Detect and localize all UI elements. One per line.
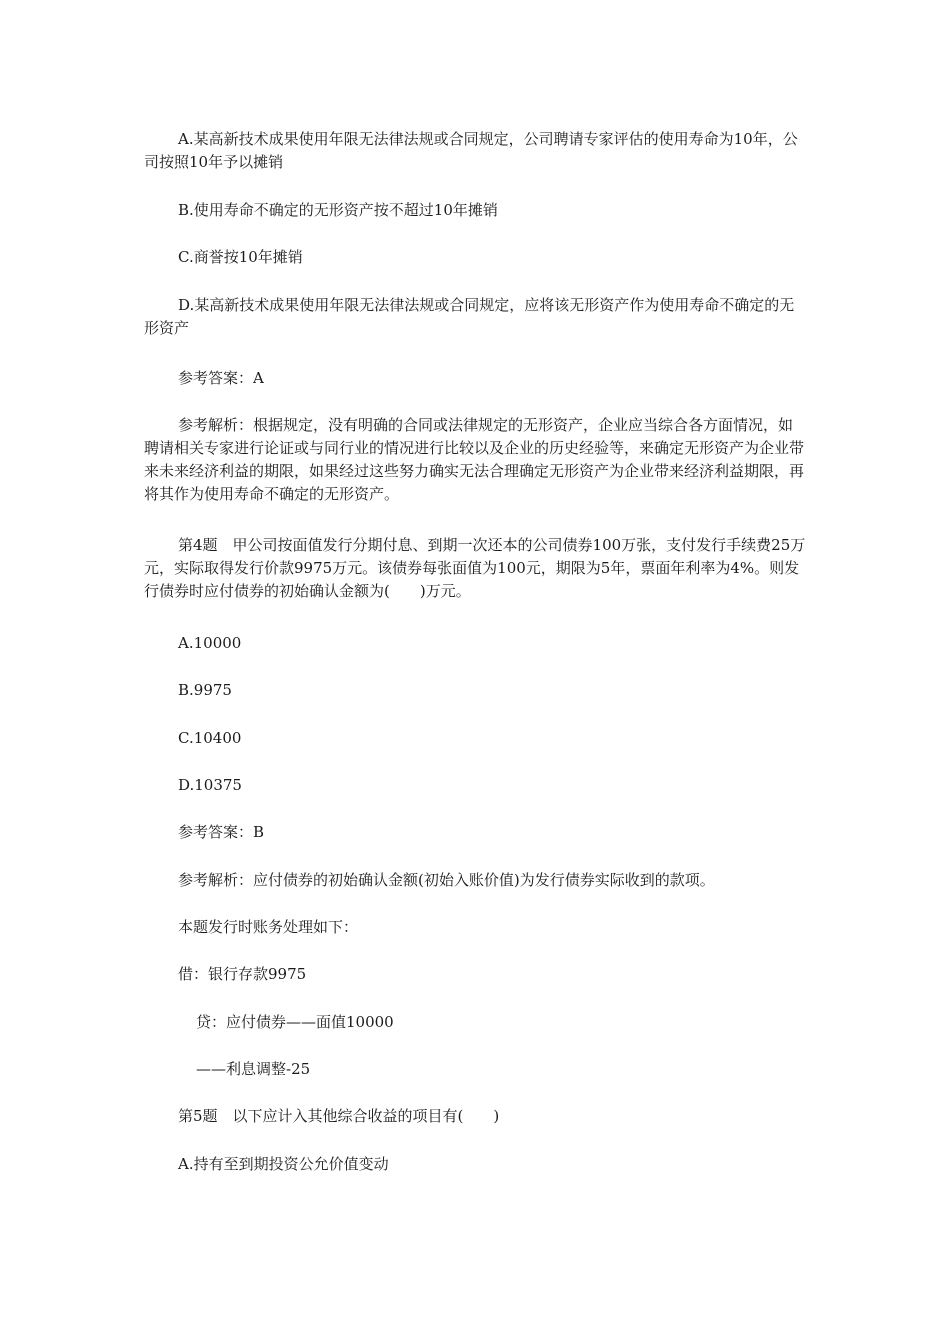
q4-question: 第4题 甲公司按面值发行分期付息、到期一次还本的公司债券100万张，支付发行手续费25万元，实际取得发行价款9975万元。该债券每张面值为100元，期限为5年，票面年利率为4%。则发行债券时应付债券的初始确认金额为( )万元。 xyxy=(144,536,806,600)
q4-entry-credit-face: 贷：应付债券——面值10000 xyxy=(196,1013,394,1031)
q4-entry-credit-interest: ——利息调整-25 xyxy=(196,1060,311,1078)
q3-analysis: 参考解析：根据规定，没有明确的合同或法律规定的无形资产，企业应当综合各方面情况，如聘请相关专家进行论证或与同行业的情况进行比较以及企业的历史经验等，来确定无形资产为企业带来未来经济利益的期限，如果经过这些努力确实无法合理确定无形资产为企业带来经济利益期限，再将其作为使用寿命不确定的无形资产。 xyxy=(144,416,805,503)
q3-option-b: B.使用寿命不确定的无形资产按不超过10年摊销 xyxy=(178,201,498,219)
q4-option-d: D.10375 xyxy=(178,776,242,794)
q4-option-a: A.10000 xyxy=(178,634,242,652)
q4-entry-debit: 借：银行存款9975 xyxy=(178,965,307,983)
q3-answer: 参考答案：A xyxy=(178,369,264,387)
q4-option-b: B.9975 xyxy=(178,681,232,699)
q5-question: 第5题 以下应计入其他综合收益的项目有( ) xyxy=(178,1107,500,1125)
q4-analysis: 参考解析：应付债券的初始确认金额(初始入账价值)为发行债券实际收到的款项。 xyxy=(178,871,715,889)
q4-entry-intro: 本题发行时账务处理如下： xyxy=(178,918,359,936)
q3-option-d: D.某高新技术成果使用年限无法律法规或合同规定，应将该无形资产作为使用寿命不确定的无形资产 xyxy=(144,296,795,337)
q4-answer: 参考答案：B xyxy=(178,823,265,841)
q3-option-a: A.某高新技术成果使用年限无法律法规或合同规定，公司聘请专家评估的使用寿命为10年，公司按照10年予以摊销 xyxy=(144,130,798,171)
q3-option-c: C.商誉按10年摊销 xyxy=(178,248,303,266)
q5-option-a: A.持有至到期投资公允价值变动 xyxy=(178,1155,389,1173)
q4-option-c: C.10400 xyxy=(178,729,242,747)
